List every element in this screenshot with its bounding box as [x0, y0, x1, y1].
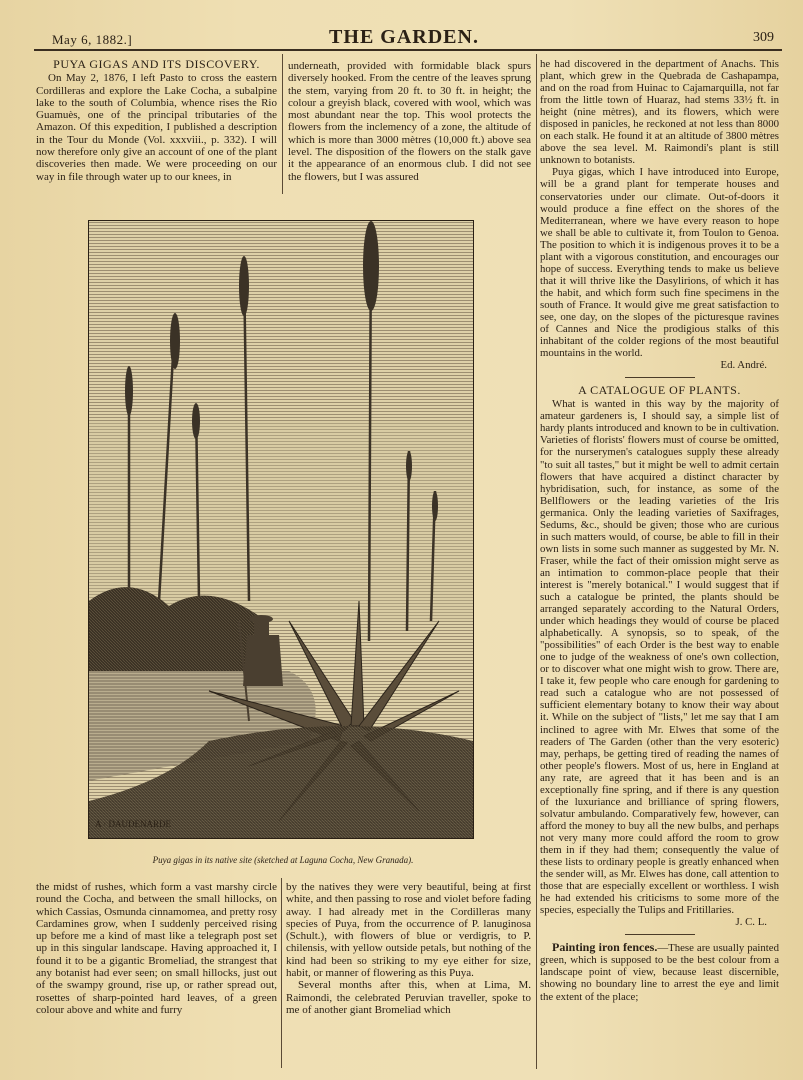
- article1-paragraph: the midst of rushes, which form a vast marshy circle round the Cocha, and between the small hillocks, on which Cassias, Osmunda cinnamomea, and pretty rosy Cardamines grow, when I suddenly perceived rising up before me a kind of mast like a telegraph post set up in this singular landscape. Having approached it, I found it to be a gigantic Bromeliad, the strangest that any botanist had ever seen; on small hillocks, just out of the swampy ground, rise up, or rather spread out, rosettes of sharp-pointed hard leaves, of a green colour above and white and furry: [36, 881, 277, 1016]
- article1-paragraph: he had discovered in the department of Anachs. This plant, which grew in the Quebrada de Cashapampa, and on the road from Huinac to Cajamarquilla, not far from the little town of Huaraz, had stems 33½ ft. in height (nine mètres), and its flowers, which were disposed in panicles, he reckoned at not less than 8000 on each stalk. He found it at an altitude of 3800 mètres above the sea level. M. Raimondi's plant is still unknown to botanists.: [540, 58, 779, 167]
- article2-title: A CATALOGUE OF PLANTS.: [578, 383, 741, 398]
- puya-gigas-engraving: [88, 220, 474, 839]
- article1-col2-bottom: [286, 881, 531, 1016]
- article3-body: —These are usually painted green, which is supposed to be the best colour from a landscape point of view, because least discernible, showing no boundary line to arrest the eye and limit the extent of the place;: [540, 942, 779, 1003]
- article1-col1-bottom: [36, 881, 277, 1016]
- article1-title: PUYA GIGAS AND ITS DISCOVERY.: [53, 57, 260, 71]
- article2-body: What is wanted in this way by the majority of amateur gardeners is, I should say, a simple list of hardy plants introduced and known to be in cultivation. Varieties of florists' flowers must of course be omitted, for the nurserymen's catalogues supply these already "to suit all tastes," but it might be well to admit certain flowers that have acquired a distinct character by hybridisation, such, for instance, as some of the Bellflowers or the leading varieties of the Iris germanica. Only the leading varieties of Saxifrages, Sedums, &c., should be given; those who are curious in such matters would, of course, be able to fill in their own lists in some such manner as suggested by Mr. N. Fraser, while the fact of their omission might serve as an intimation to common-place people that their interest is "merely botanical." I would suggest that if such a catalogue be printed, the plants should be arranged separately according to the Natural Orders, under which headings they would of course be placed alphabetically. A synopsis, so to speak, of the "possibilities" of each Order is the best way to enable one to judge of the weakness of one's own collection, or to discover what one might wish to grow. There are, I take it, few people who care enough for gardening to read such a catalogue who are not possessed of sufficient elementary botany to know their way about it. While on the subject of "lists," let me say that I am inclined to agree with Mr. Elwes that some of the readers of The Garden (other than the very esoteric) may, perhaps, be getting tired of reading the names of other people's flowers. Most of us, here in England at any rate, are agreed that it has been and is an exceptionally fine spring, and if there is any question of the luxuriance and brilliance of spring flowers, solvatur ambulando. Comparatively few, however, can afford the money to buy all the new bulbs, and perhaps not very many more could afford the room to grow them in if they had them; consequently the value of these lists to ordinary people is greatly enhanced when the sender will, as Mr. Elwes has done, call attention to those that are especially excellent or worthless. I wish he had extended his criticisms to some more of the species, especially the Tulips and Fritillaries.: [540, 398, 779, 917]
- article1-paragraph: by the natives they were very beautiful, being at first white, and then passing to rose and violet before fading away. I had already met in the Cordilleras many species of Puya, from the occurrence of P. lanuginosa (Schult.), with flowers of blue or verdigris, to P. chilensis, with yellow outside petals, but nothing of the kind had been so striking to my eye either for size, habit, or manner of flowering as this Puya.: [286, 881, 531, 980]
- article1-col1-top: [36, 58, 277, 183]
- article3-lead: Painting iron fences.: [552, 940, 658, 955]
- article1-paragraph: Several months after this, when at Lima, M. Raimondi, the celebrated Peruvian traveller, spoke to me of another giant Bromeliad which: [286, 979, 531, 1016]
- article1-signature: Ed. André.: [720, 359, 767, 372]
- figure-caption: Puya gigas in its native site (sketched at Laguna Cocha, New Granada).: [152, 855, 414, 865]
- article1-paragraph: On May 2, 1876, I left Pasto to cross the eastern Cordilleras and explore the Lake Cocha, a subalpine lake to the south of Columbia, whence rises the Rio Guamuès, one of the principal tributaries of the Amazon. Of this expedition, I published a description in the Tour du Monde (Vol. xxxviii., p. 332). I will now therefore only give an account of one of the plant discoveries then made. We were proceeding on our way in file through water up to our knees, in: [36, 72, 277, 183]
- publication-title: THE GARDEN.: [329, 26, 479, 48]
- header-rule: [34, 49, 782, 51]
- column-three: [540, 58, 779, 1003]
- article1-paragraph: underneath, provided with formidable black spurs diversely hooked. From the centre of the leaves sprung the stem, varying from 20 ft. to 30 ft. in height; the colour a greyish black, covered with wool, which was most abundant near the top. This wool protects the flowers from the inclemency of a zone, the altitude of which is more than 3000 mètres (10,000 ft.) above sea level. The disposition of the flowers on the stalk gave it the appearance of an enormous club. I did not see the flowers, but I was assured: [288, 60, 531, 183]
- section-rule: [625, 934, 695, 935]
- column-divider: [282, 54, 283, 194]
- page-number: 309: [753, 30, 774, 45]
- column-divider: [281, 878, 282, 1068]
- artist-signature: A · DAUDENARDE: [95, 819, 171, 829]
- article1-paragraph: Puya gigas, which I have introduced into Europe, will be a grand plant for temperate houses and conservatories under our climate. Out-of-doors it would produce a fine effect on the shores of the Mediterranean, where we have every reason to hope we shall be able to cultivate it, from Toulon to Genoa. The position to which it is indigenous proves it to be a plant with a vigorous constitution, and encourages our hope of success. Everything tends to make us believe that it will thrive like the Dasylirions, of which it has the habit, and which form such fine specimens in the south of France. It would give me great satisfaction to see, one day, on the slopes of the picturesque ravines of Cannes and Nice the prodigious stalks of this inhabitant of the colder regions of the most beautiful mountains in the world.: [540, 166, 779, 360]
- header-date: May 6, 1882.]: [52, 32, 133, 47]
- column-divider: [536, 54, 537, 1069]
- section-rule: [625, 377, 695, 378]
- article2-signature: J. C. L.: [735, 916, 767, 929]
- page-header: [34, 26, 774, 48]
- article1-col2-top: [288, 60, 531, 183]
